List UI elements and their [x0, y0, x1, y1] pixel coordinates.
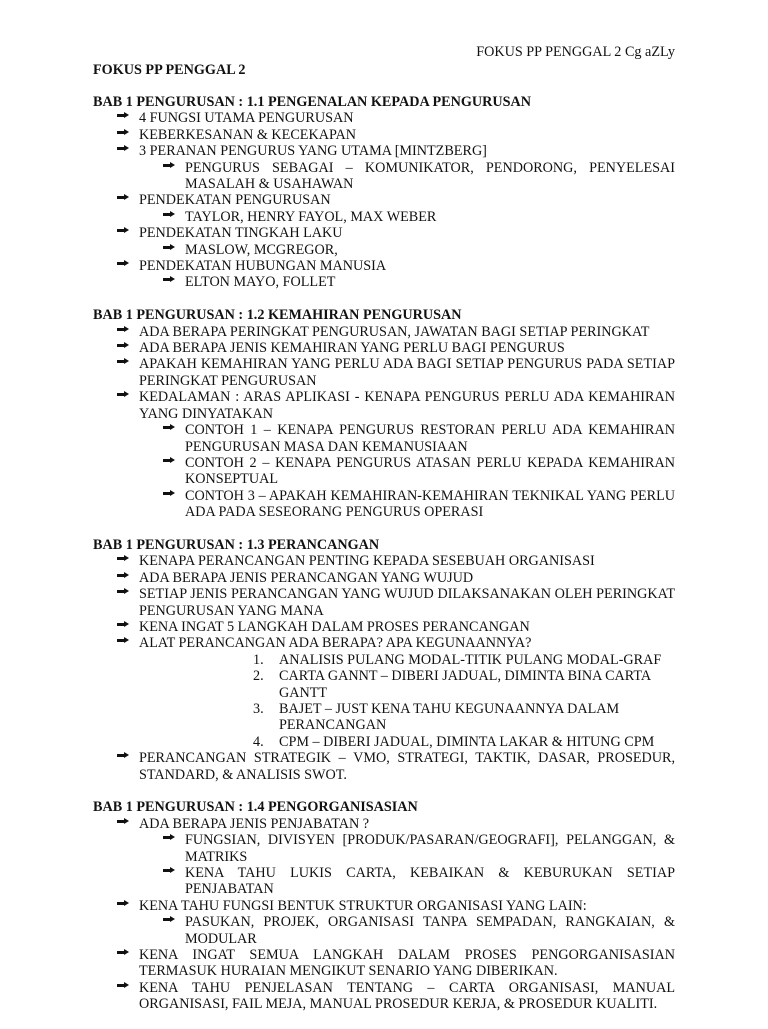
arrow-bullet-icon: [117, 110, 129, 126]
arrow-bullet-icon: [117, 898, 129, 914]
list-item-text: ADA BERAPA PERINGKAT PENGURUSAN, JAWATAN BAGI SETIAP PERINGKAT: [139, 323, 650, 340]
sub-list-item-text: MASLOW, MCGREGOR,: [185, 241, 338, 258]
arrow-bullet-icon: [163, 422, 175, 438]
list-item-text: PENDEKATAN PENGURUSAN: [139, 192, 331, 209]
arrow-bullet-icon: [117, 389, 129, 405]
list-item-text: KEDALAMAN : ARAS APLIKASI - KENAPA PENGURUS PERLU ADA KEMAHIRAN YANG DINYATAKAN: [139, 389, 675, 422]
arrow-bullet-icon: [117, 619, 129, 635]
list-item: [93, 389, 675, 422]
item-number: 1.: [253, 651, 264, 668]
arrow-bullet-icon: [117, 356, 129, 372]
numbered-item: [93, 668, 675, 701]
sub-list-item-text: PASUKAN, PROJEK, ORGANISASI TANPA SEMPADAN, RANGKAIAN, & MODULAR: [185, 914, 675, 947]
section-heading: BAB 1 PENGURUSAN : 1.2 KEMAHIRAN PENGURUSAN: [93, 307, 462, 324]
list-item: [93, 898, 675, 914]
list-item: [93, 225, 675, 241]
list-item-text: KENAPA PERANCANGAN PENTING KEPADA SESEBUAH ORGANISASI: [139, 553, 595, 570]
list-item-text: KENA INGAT 5 LANGKAH DALAM PROSES PERANCANGAN: [139, 618, 530, 635]
sub-list-item: [93, 455, 675, 488]
section: [93, 94, 675, 291]
numbered-item-text: BAJET – JUST KENA TAHU KEGUNAANNYA DALAM PERANCANGAN: [279, 701, 620, 734]
list-item: [93, 340, 675, 356]
bullet-list: [93, 324, 675, 521]
list-item-text: KENA TAHU PENJELASAN TENTANG – CARTA ORGANISASI, MANUAL ORGANISASI, FAIL MEJA, MANUAL PROSEDUR KERJA, & PROSEDUR KUALITI.: [139, 979, 675, 1013]
sub-list-item: [93, 160, 675, 193]
list-item-text: PENDEKATAN TINGKAH LAKU: [139, 225, 343, 242]
bullet-list: [93, 553, 675, 783]
list-item-text: ADA BERAPA JENIS PENJABATAN ?: [139, 815, 370, 832]
arrow-bullet-icon: [117, 980, 129, 996]
numbered-item: [93, 701, 675, 734]
sub-list-item: [93, 274, 675, 290]
list-item: [93, 980, 675, 1013]
sub-list-item-text: TAYLOR, HENRY FAYOL, MAX WEBER: [185, 208, 437, 225]
sub-list-item: [93, 488, 675, 521]
arrow-bullet-icon: [117, 570, 129, 586]
bullet-list: [93, 110, 675, 290]
list-item-text: KEBERKESANAN & KECEKAPAN: [139, 126, 357, 143]
arrow-bullet-icon: [117, 192, 129, 208]
list-item: [93, 127, 675, 143]
list-item-text: ADA BERAPA JENIS PERANCANGAN YANG WUJUD: [139, 569, 474, 586]
arrow-bullet-icon: [117, 127, 129, 143]
sub-list-item-text: CONTOH 1 – KENAPA PENGURUS RESTORAN PERLU ADA KEMAHIRAN PENGURUSAN MASA DAN KEMANUSIAAN: [185, 422, 675, 455]
running-header: FOKUS PP PENGGAL 2 Cg aZLy: [476, 44, 675, 60]
list-item: [93, 143, 675, 159]
list-item: [93, 947, 675, 980]
list-item-text: PENDEKATAN HUBUNGAN MANUSIA: [139, 258, 387, 275]
arrow-bullet-icon: [163, 455, 175, 471]
list-item: [93, 635, 675, 651]
sub-list-item: [93, 242, 675, 258]
numbered-item: [93, 734, 675, 750]
arrow-bullet-icon: [117, 553, 129, 569]
sub-list-item: [93, 422, 675, 455]
sub-list-item-text: PENGURUS SEBAGAI – KOMUNIKATOR, PENDORONG, PENYELESAI MASALAH & USAHAWAN: [185, 159, 675, 193]
numbered-item-text: ANALISIS PULANG MODAL-TITIK PULANG MODAL-GRAF: [279, 651, 662, 668]
arrow-bullet-icon: [163, 160, 175, 176]
arrow-bullet-icon: [163, 865, 175, 881]
arrow-bullet-icon: [117, 947, 129, 963]
list-item: [93, 619, 675, 635]
list-item: [93, 750, 675, 783]
sub-list-item-text: CONTOH 3 – APAKAH KEMAHIRAN-KEMAHIRAN TEKNIKAL YANG PERLU ADA PADA SESEORANG PENGURUS OPERASI: [185, 487, 675, 521]
sub-list-item: [93, 914, 675, 947]
numbered-item-text: CARTA GANNT – DIBERI JADUAL, DIMINTA BINA CARTA GANTT: [279, 668, 651, 701]
sub-list-item-text: FUNGSIAN, DIVISYEN [PRODUK/PASARAN/GEOGRAFI], PELANGGAN, & MATRIKS: [185, 832, 675, 865]
arrow-bullet-icon: [117, 143, 129, 159]
list-item: [93, 258, 675, 274]
sub-list-item-text: ELTON MAYO, FOLLET: [185, 274, 336, 291]
sub-list-item: [93, 209, 675, 225]
document-body: [93, 94, 675, 1029]
item-number: 3.: [253, 701, 264, 717]
arrow-bullet-icon: [117, 340, 129, 356]
arrow-bullet-icon: [117, 324, 129, 340]
section-heading: BAB 1 PENGURUSAN : 1.1 PENGENALAN KEPADA PENGURUSAN: [93, 94, 531, 110]
list-item: [93, 816, 675, 832]
list-item-text: SETIAP JENIS PERANCANGAN YANG WUJUD DILAKSANAKAN OLEH PERINGKAT PENGURUSAN YANG MANA: [139, 586, 675, 619]
list-item-text: APAKAH KEMAHIRAN YANG PERLU ADA BAGI SETIAP PENGURUS PADA SETIAP PERINGKAT PENGURUSAN: [139, 356, 675, 389]
item-number: 2.: [253, 668, 264, 685]
list-item-text: 3 PERANAN PENGURUS YANG UTAMA [MINTZBERG]: [139, 143, 487, 160]
list-item-text: ADA BERAPA JENIS KEMAHIRAN YANG PERLU BAGI PENGURUS: [139, 340, 565, 357]
list-item-text: 4 FUNGSI UTAMA PENGURUSAN: [139, 110, 354, 127]
arrow-bullet-icon: [117, 258, 129, 274]
document-title: FOKUS PP PENGGAL 2: [93, 62, 246, 78]
list-item: [93, 192, 675, 208]
section-heading: BAB 1 PENGURUSAN : 1.4 PENGORGANISASIAN: [93, 799, 418, 816]
numbered-item: [93, 652, 675, 668]
section: [93, 799, 675, 1012]
arrow-bullet-icon: [163, 209, 175, 225]
list-item-text: KENA INGAT SEMUA LANGKAH DALAM PROSES PENGORGANISASIAN TERMASUK HURAIAN MENGIKUT SENARIO YANG DIBERIKAN.: [139, 947, 675, 980]
arrow-bullet-icon: [163, 488, 175, 504]
list-item: [93, 586, 675, 619]
arrow-bullet-icon: [163, 242, 175, 258]
list-item: [93, 110, 675, 126]
arrow-bullet-icon: [117, 586, 129, 602]
section: [93, 537, 675, 783]
numbered-item-text: CPM – DIBERI JADUAL, DIMINTA LAKAR & HITUNG CPM: [279, 733, 655, 750]
list-item-text: KENA TAHU FUNGSI BENTUK STRUKTUR ORGANISASI YANG LAIN:: [139, 897, 587, 914]
arrow-bullet-icon: [117, 750, 129, 766]
arrow-bullet-icon: [117, 816, 129, 832]
arrow-bullet-icon: [163, 914, 175, 930]
list-item: [93, 553, 675, 569]
sub-list-item-text: CONTOH 2 – KENAPA PENGURUS ATASAN PERLU KEPADA KEMAHIRAN KONSEPTUAL: [185, 454, 675, 488]
arrow-bullet-icon: [163, 832, 175, 848]
list-item-text: ALAT PERANCANGAN ADA BERAPA? APA KEGUNAANNYA?: [139, 635, 532, 652]
list-item-text: PERANCANGAN STRATEGIK – VMO, STRATEGI, TAKTIK, DASAR, PROSEDUR, STANDARD, & ANALISIS SWOT.: [139, 750, 675, 783]
list-item: [93, 324, 675, 340]
list-item: [93, 570, 675, 586]
arrow-bullet-icon: [163, 274, 175, 290]
arrow-bullet-icon: [117, 635, 129, 651]
section-heading: BAB 1 PENGURUSAN : 1.3 PERANCANGAN: [93, 536, 380, 553]
section: [93, 307, 675, 520]
sub-list-item-text: KENA TAHU LUKIS CARTA, KEBAIKAN & KEBURUKAN SETIAP PENJABATAN: [185, 865, 675, 898]
bullet-list: [93, 816, 675, 1013]
arrow-bullet-icon: [117, 225, 129, 241]
sub-list-item: [93, 865, 675, 898]
sub-list-item: [93, 832, 675, 865]
item-number: 4.: [253, 733, 264, 750]
list-item: [93, 356, 675, 389]
